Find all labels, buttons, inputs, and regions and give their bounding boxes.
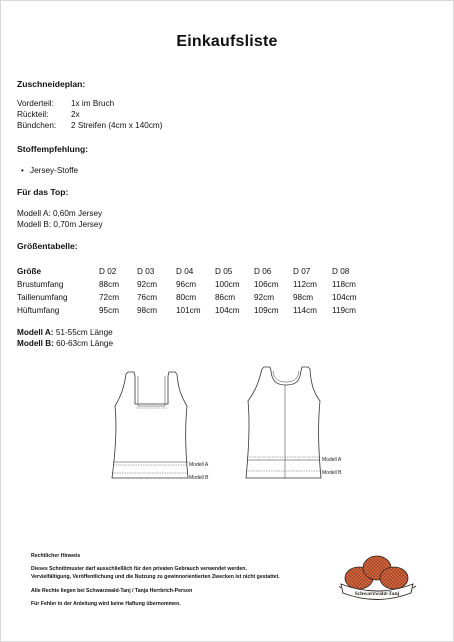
table-cell: 86cm [215,293,236,302]
length-model-a [17,328,113,337]
table-cell: 106cm [254,280,279,289]
legal-line: Vervielfältigung, Veröffentlichung und die Nutzung zu gewinnorientierten Zwecken ist nicht gestattet. [31,574,280,580]
size-header-cell: Größe [17,267,42,276]
table-cell: 104cm [215,306,240,315]
cutting-value-back: 2x [71,110,80,119]
table-cell: 100cm [215,280,240,289]
back-label-a: Modell A [322,457,342,463]
length-value: 60-63cm Länge [53,339,114,348]
table-row [17,278,372,291]
table-cell: 95cm [99,306,120,315]
legal-line: Alle Rechte liegen bei Schwarzwald-Tanj / Tanja Herrbrich-Person [31,588,193,594]
fabric-item: Jersey-Stoffe [30,166,79,175]
table-cell: 98cm [293,293,314,302]
page-title: Einkaufsliste [176,33,278,50]
fabric-heading: Stoffempfehlung: [17,144,89,154]
length-model-b [17,339,113,348]
size-header-cell: D 03 [137,267,155,276]
table-cell: 96cm [176,280,197,289]
table-cell: 114cm [293,306,317,315]
table-row [17,304,372,317]
size-header-cell: D 05 [215,267,233,276]
size-header-cell: D 08 [332,267,350,276]
legal-line: Für Fehler in der Anleitung wird keine Haftung übernommen. [31,601,181,607]
back-label-b: Modell B [322,470,342,476]
table-cell: 98cm [137,306,158,315]
sizes-heading: Größentabelle: [17,241,78,251]
cutting-heading: Zuschneideplan: [17,79,86,89]
logo-text: Schwarzwald-Tanj [354,591,400,597]
table-cell: Brustumfang [17,280,64,289]
table-cell: 76cm [137,293,158,302]
bullet-icon: • [21,166,24,175]
table-row [17,291,372,304]
size-table-header [17,265,372,278]
table-cell: 109cm [254,306,279,315]
table-cell: 88cm [99,280,120,289]
table-cell: 101cm [176,306,201,315]
size-header-cell: D 06 [254,267,272,276]
table-cell: 104cm [332,293,357,302]
length-value: 51-55cm Länge [53,328,113,337]
size-header-cell: D 04 [176,267,194,276]
table-cell: 119cm [332,306,356,315]
cutting-value-cuffs: 2 Streifen (4cm x 140cm) [71,121,163,130]
size-header-cell: D 02 [99,267,117,276]
top-line-b: Modell B: 0,70m Jersey [17,220,103,229]
table-cell: 118cm [332,280,356,289]
size-table [17,265,372,317]
cutting-label-back: Rückteil: [17,110,49,119]
top-heading: Für das Top: [17,187,69,197]
size-header-cell: D 07 [293,267,311,276]
cutting-label-front: Vorderteil: [17,99,54,108]
cutting-value-front: 1x im Bruch [71,99,115,108]
table-cell: 80cm [176,293,197,302]
table-cell: 92cm [137,280,158,289]
table-cell: 112cm [293,280,317,289]
tank-top-back-sketch [244,363,364,483]
length-label: Modell B: [17,339,54,348]
brand-logo [337,546,417,606]
legal-line: Dieses Schnittmuster darf ausschließlich für den privaten Gebrauch verwendet werden. [31,566,247,572]
front-label-b: Modell B [189,475,209,481]
table-cell: Hüftumfang [17,306,60,315]
table-cell: Taillenumfang [17,293,68,302]
front-label-a: Modell A [189,462,209,468]
table-cell: 92cm [254,293,275,302]
tank-top-front-sketch [108,366,228,484]
length-label: Modell A: [17,328,54,337]
legal-heading: Rechtlicher Hinweis [31,553,81,559]
cutting-label-cuffs: Bündchen: [17,121,57,130]
top-line-a: Modell A: 0,60m Jersey [17,209,103,218]
table-cell: 72cm [99,293,120,302]
